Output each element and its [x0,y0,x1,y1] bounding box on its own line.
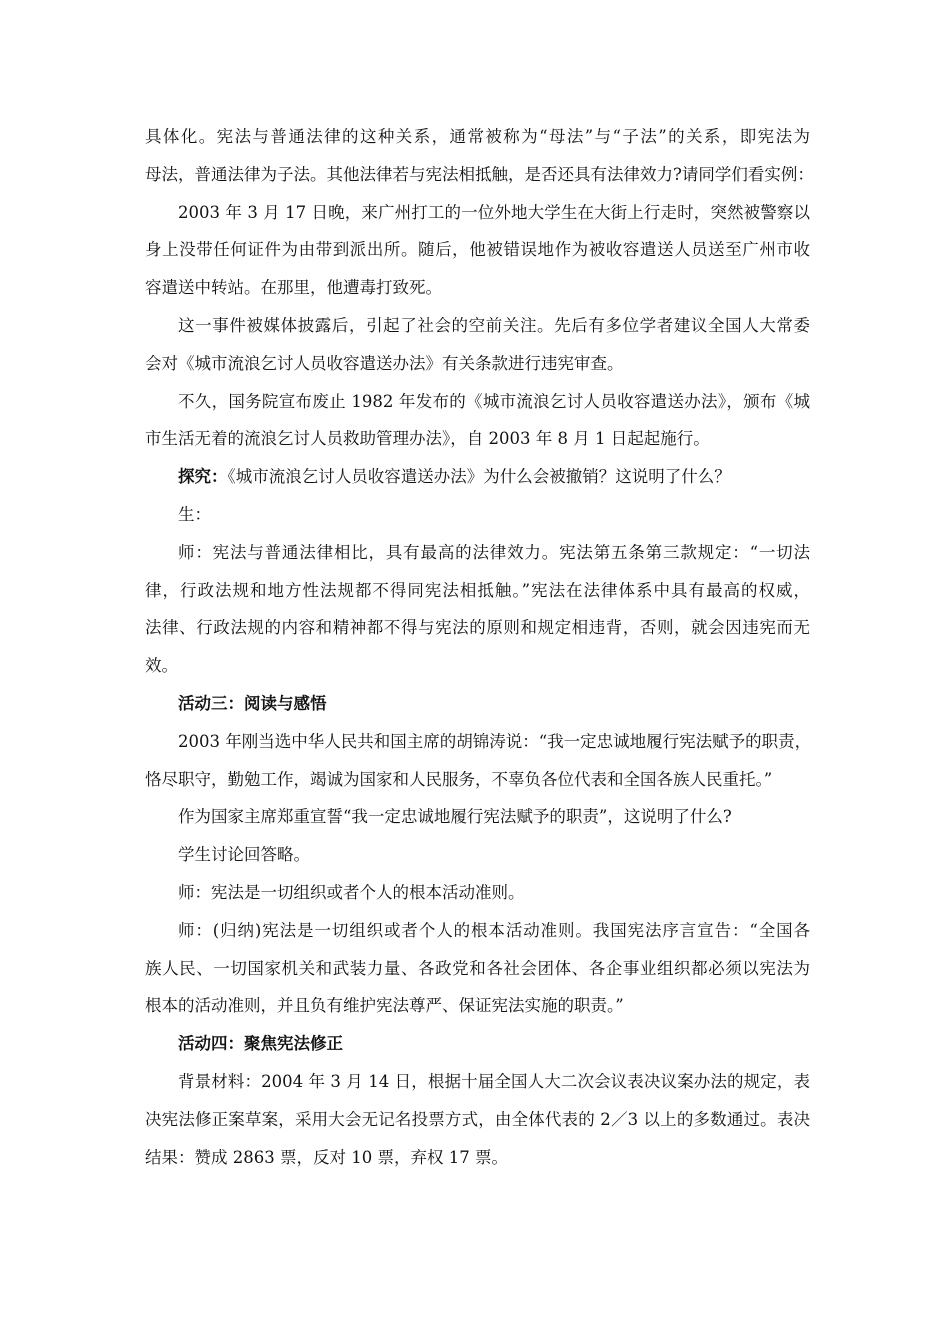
section-heading-activity-3: 活动三：阅读与感悟 [178,693,327,713]
paragraph-line: 法律、行政法规的内容和精神都不得与宪法的原则和规定相违背，否则，就会因违宪而无 [145,618,810,638]
paragraph-line: 恪尽职守，勤勉工作，竭诚为国家和人民服务，不辜负各位代表和全国各族人民重托。” [145,769,773,789]
paragraph-line: 具体化。宪法与普通法律的这种关系，通常被称为“母法”与“子法”的关系，即宪法为 [145,127,810,146]
student-response-line: 生： [178,504,211,524]
paragraph-line: 会对《城市流浪乞讨人员收容遣送办法》有关条款进行违宪审查。 [145,353,624,373]
paragraph-line: 族人民、一切国家机关和武装力量、各政党和各社会团体、各企事业组织都必须以宪法为 [145,958,810,978]
paragraph-line: 身上没带任何证件为由带到派出所。随后，他被错误地作为被收容遣送人员送至广州市收 [145,240,810,260]
paragraph-line: 决宪法修正案草案，采用大会无记名投票方式，由全体代表的 2／3 以上的多数通过。表决 [145,1109,810,1129]
document-body [145,118,814,1176]
paragraph-line: 不久，国务院宣布废止 1982 年发布的《城市流浪乞讨人员收容遣送办法》，颁布《城 [178,391,810,411]
paragraph-line: 2003 年刚当选中华人民共和国主席的胡锦涛说：“我一定忠诚地履行宪法赋予的职责， [178,731,812,751]
paragraph-line: 师：宪法与普通法律相比，具有最高的法律效力。宪法第五条第三款规定：“一切法 [178,542,810,562]
paragraph-line: 2003 年 3 月 17 日晚，来广州打工的一位外地大学生在大街上行走时，突然被警察以 [178,202,810,222]
paragraph-line: 师：宪法是一切组织或者个人的根本活动准则。 [178,882,525,902]
paragraph-line: 母法，普通法律为子法。其他法律若与宪法相抵触，是否还具有法律效力?请同学们看实例： [145,164,814,184]
inquiry-line [145,458,810,496]
paragraph-line: 效。 [145,656,178,676]
inquiry-question: 《城市流浪乞讨人员收容遣送办法》为什么会被撤销？这说明了什么？ [227,467,731,487]
paragraph-line: 容遣送中转站。在那里，他遭毒打致死。 [145,278,442,298]
paragraph-line: 市生活无着的流浪乞讨人员救助管理办法》，自 2003 年 8 月 1 日起起施行。 [145,429,710,449]
paragraph-line: 背景材料：2004 年 3 月 14 日，根据十届全国人大二次会议表决议案办法的规定，表 [178,1071,810,1091]
paragraph-line: 学生讨论回答略。 [178,845,310,865]
paragraph-line: 这一事件被媒体披露后，引起了社会的空前关注。先后有多位学者建议全国人大常委 [178,315,810,335]
paragraph-line: 师：(归纳)宪法是一切组织或者个人的根本活动准则。我国宪法序言宣告：“全国各 [178,920,810,940]
paragraph-line: 律，行政法规和地方性法规都不得同宪法相抵触。”宪法在法律体系中具有最高的权威， [145,580,810,600]
paragraph-line: 作为国家主席郑重宣誓“我一定忠诚地履行宪法赋予的职责”，这说明了什么? [178,807,732,827]
section-heading-activity-4: 活动四：聚焦宪法修正 [178,1034,343,1054]
paragraph-line: 结果：赞成 2863 票，反对 10 票，弃权 17 票。 [145,1147,508,1167]
inquiry-label: 探究： [178,467,228,487]
paragraph-line: 根本的活动准则，并且负有维护宪法尊严、保证宪法实施的职责。” [145,996,624,1016]
